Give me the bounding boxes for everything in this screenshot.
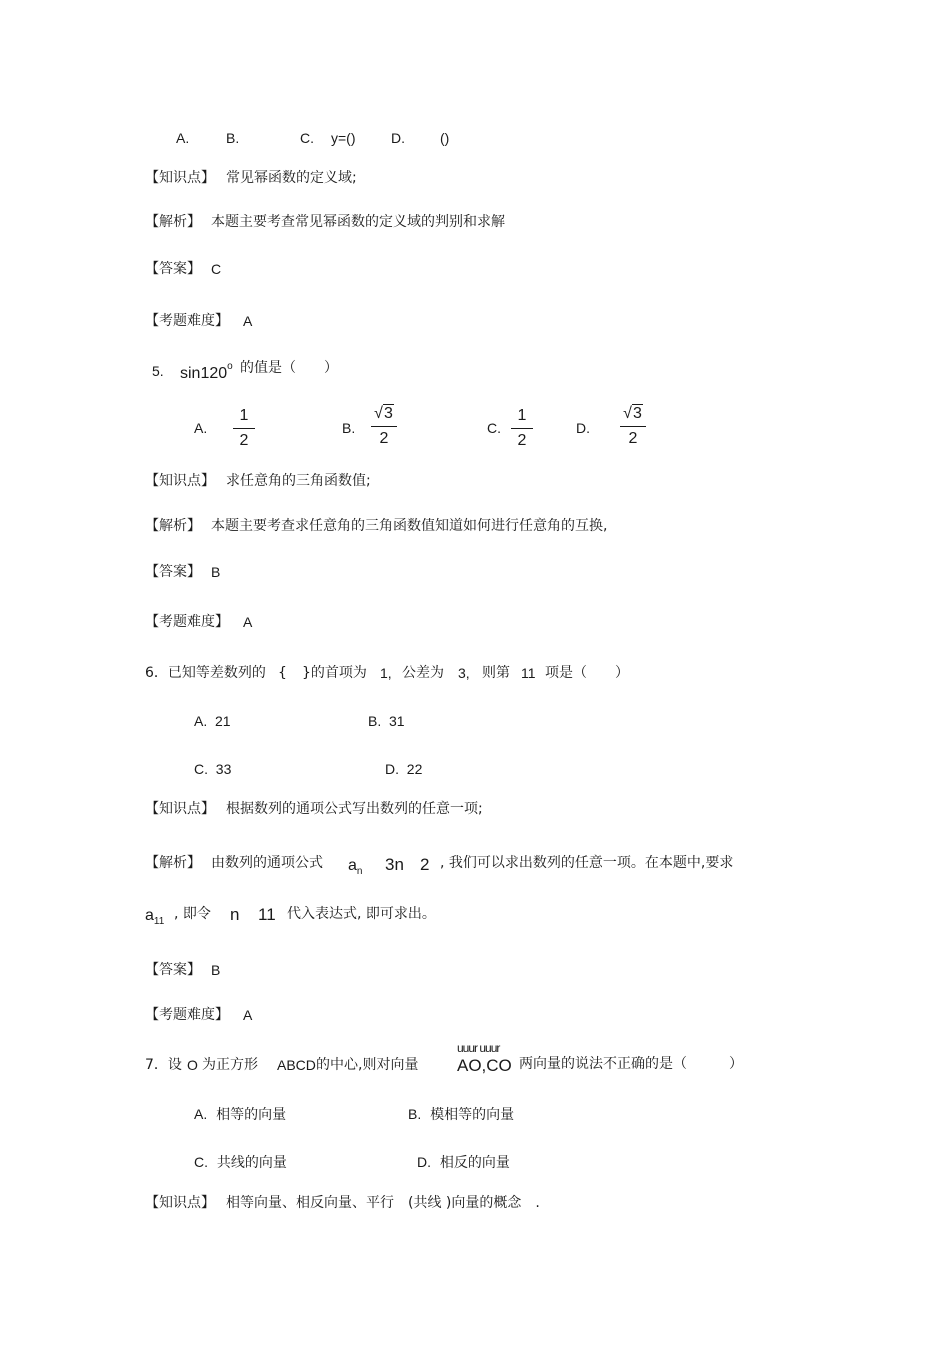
q4-option-d-label: D. [391,130,405,146]
q6-option-b-value: 31 [389,713,405,729]
q6-option-d-value: 22 [406,761,423,777]
q4-analysis-tag: 【解析】 [145,214,201,230]
q6-formula-constant: 2 [420,855,430,874]
q7-option-c [194,1155,287,1170]
q7-knowledge-tag: 【知识点】 [145,1195,215,1211]
q4-knowledge-text: 常见幂函数的定义域; [226,170,357,186]
q6-a11 [145,908,164,927]
q6-difficulty-tag: 【考题难度】 [145,1007,229,1023]
q6-n-variable: n [230,905,240,924]
q4-option-c-label: C. [300,130,314,146]
q5-option-c-label: C. [487,420,501,436]
q6-a11-subscript: 11 [153,916,165,927]
q4-difficulty-tag: 【考题难度】 [145,313,229,329]
q5-option-b-numerator [367,404,401,424]
q6-term-index: 11 [521,665,536,681]
q7-square-abcd: ABCD [277,1057,316,1073]
q6-option-c-value: 33 [215,761,232,777]
q6-formula-3n: 3n [385,855,404,874]
q6-stem-c: 公差为 [402,665,444,681]
q7-option-a [194,1107,286,1122]
q7-vector-arrows: uuur uuur [457,1041,500,1055]
q6-option-b [368,714,405,728]
q6-option-d [385,762,422,776]
q6-option-a-label: A. [194,713,208,729]
q5-option-a-label: A. [194,420,208,436]
fraction-bar [233,428,255,429]
q6-stem-d: 则第 [482,665,510,681]
q6-common-difference: 3, [458,665,470,681]
q7-option-b [408,1107,514,1122]
q7-option-d-value: 相反的向量 [439,1155,510,1171]
q5-option-a-fraction [229,406,259,451]
q6-analysis-tag: 【解析】 [145,855,201,871]
q5-option-a-numerator: 1 [239,407,249,424]
q5-difficulty-tag: 【考题难度】 [145,614,229,630]
q7-point-o: O [187,1057,198,1073]
q5-option-b-label: B. [342,420,356,436]
q6-formula-an [348,858,362,877]
q7-stem-a: 7．设 [145,1057,182,1073]
q5-knowledge-tag: 【知识点】 [145,473,215,489]
q6-difficulty-value: A [243,1007,253,1023]
q5-knowledge-text: 求任意角的三角函数值; [226,473,371,489]
q6-brace-open: { [278,665,287,681]
q6-option-a [194,714,231,728]
q7-knowledge-text: 相等向量、相反向量、平行 (共线 )向量的概念 . [226,1195,540,1211]
q5-option-c-numerator: 1 [517,407,527,424]
q6-analysis-text-c: , 即令 [174,906,211,922]
q5-option-d-numerator [616,404,650,424]
q6-option-d-label: D. [385,761,399,777]
q6-option-c-label: C. [194,761,208,777]
fraction-bar [620,426,646,427]
q6-stem-e: 项是（ ） [545,665,629,681]
q5-option-d-fraction [616,404,650,449]
q4-option-d-value: () [440,130,450,146]
q6-first-term: 1, [380,665,392,681]
q4-analysis-text: 本题主要考查常见幂函数的定义域的判别和求解 [211,214,505,230]
q4-option-a-label: A. [176,130,190,146]
q6-answer-tag: 【答案】 [145,962,201,978]
q4-difficulty-value: A [243,313,253,329]
q5-analysis-text: 本题主要考查求任意角的三角函数值知道如何进行任意角的互换, [211,518,608,534]
q4-option-c-value: y=() [331,130,356,146]
fraction-bar [511,428,533,429]
q5-option-d-denominator: 2 [628,430,638,447]
q7-stem-b: 为正方形 [202,1057,258,1073]
q5-expr-text: sin120 [180,365,228,382]
q6-option-b-label: B. [368,713,382,729]
q6-knowledge-text: 根据数列的通项公式写出数列的任意一项; [226,801,483,817]
q7-option-a-value: 相等的向量 [216,1107,287,1123]
fraction-bar [371,426,397,427]
q5-option-c-denominator: 2 [517,432,527,449]
q5-option-d-label: D. [576,420,590,436]
sqrt-radicand: 3 [632,405,642,422]
q6-knowledge-tag: 【知识点】 [145,801,215,817]
q6-analysis-text-b: , 我们可以求出数列的任意一项。在本题中,要求 [440,855,734,871]
q7-option-b-label: B. [408,1106,422,1122]
q6-analysis-text-d: 代入表达式, 即可求出。 [287,906,436,922]
q4-answer-value: C [211,261,222,277]
q7-option-c-label: C. [194,1154,208,1170]
q7-option-b-value: 模相等的向量 [430,1107,515,1123]
q5-number: 5. [152,363,164,379]
q6-an-base: a [348,857,357,874]
q6-option-a-value: 21 [215,713,231,729]
q6-option-c [194,762,231,776]
q6-answer-value: B [211,962,221,978]
q6-analysis-text-a: 由数列的通项公式 [211,855,323,871]
q7-option-d-label: D. [417,1154,431,1170]
q5-analysis-tag: 【解析】 [145,518,201,534]
q7-stem-c: 的中心,则对向量 [316,1057,419,1073]
sqrt-radicand: 3 [383,405,393,422]
q4-knowledge-tag: 【知识点】 [145,170,215,186]
q5-option-b-denominator: 2 [379,430,389,447]
q7-option-d [417,1155,510,1170]
q5-answer-value: B [211,564,221,580]
q5-degree-mark: o [227,361,233,372]
q6-stem-a: 6．已知等差数列的 [145,665,266,681]
q5-option-a-denominator: 2 [239,432,249,449]
q5-option-b-fraction [367,404,401,449]
q5-stem: 的值是（ ） [240,360,338,376]
q6-n-value: 11 [258,905,276,924]
sqrt-sign: √ [374,405,383,422]
q5-option-c-fraction [507,406,537,451]
q6-stem-b: }的首项为 [302,665,367,681]
q6-a11-base: a [145,907,154,924]
q7-option-a-label: A. [194,1106,208,1122]
q7-stem-d: 两向量的说法不正确的是（ ） [519,1056,743,1072]
q4-option-b-label: B. [226,130,240,146]
q5-difficulty-value: A [243,614,253,630]
q4-answer-tag: 【答案】 [145,261,201,277]
q6-an-subscript: n [356,866,363,877]
q5-expression [180,362,233,382]
q7-vectors: AO,CO [457,1056,512,1075]
q7-option-c-value: 共线的向量 [216,1155,287,1171]
sqrt-sign: √ [623,405,632,422]
q5-answer-tag: 【答案】 [145,564,201,580]
